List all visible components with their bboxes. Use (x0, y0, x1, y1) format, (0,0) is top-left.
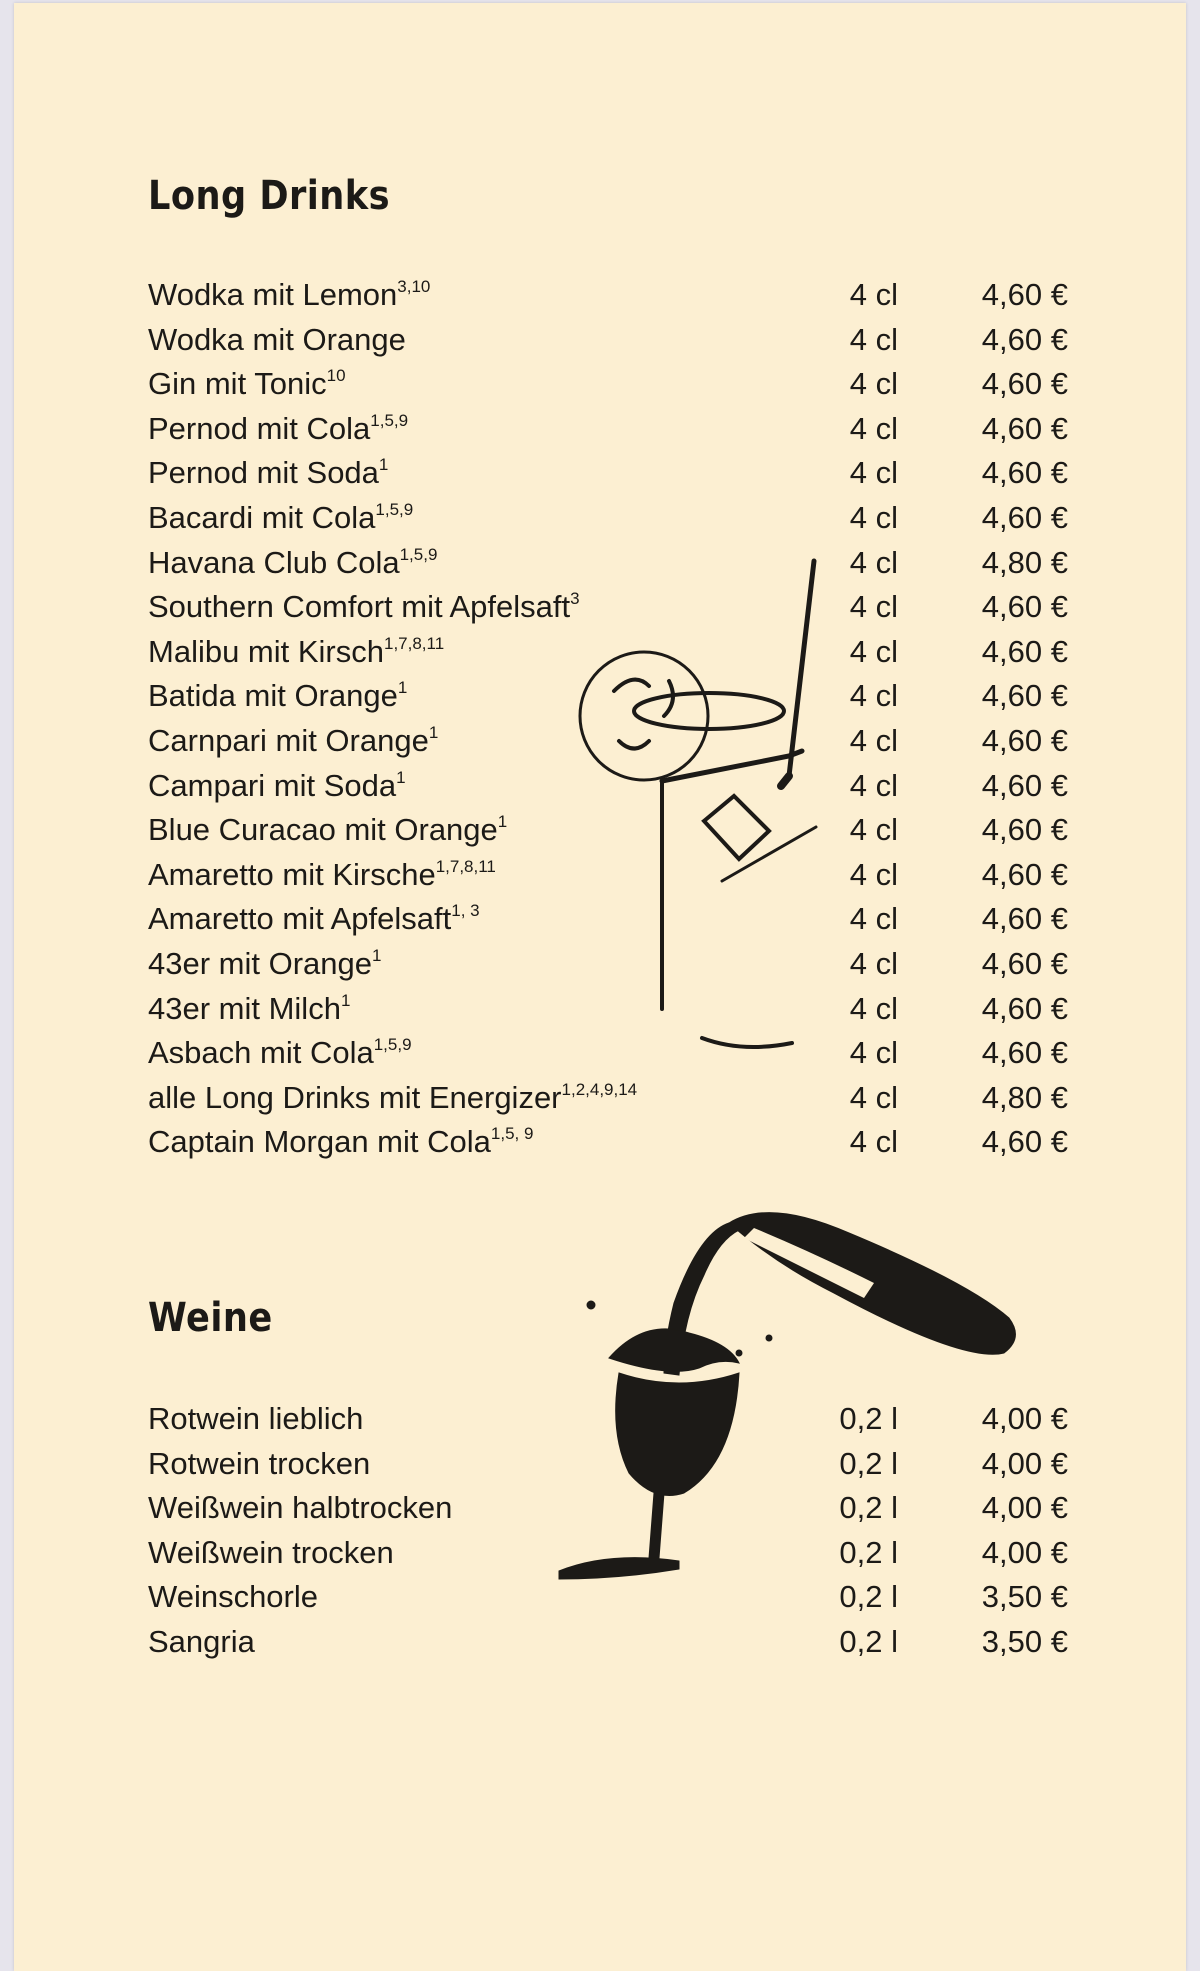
item-volume: 4 cl (849, 678, 898, 714)
item-name (148, 541, 437, 586)
item-name-text: Malibu mit Kirsch (148, 633, 384, 669)
allergen-footnotes: 1 (340, 990, 351, 1010)
item-price: 4,60 € (981, 321, 1068, 357)
item-price: 4,60 € (981, 767, 1068, 803)
item-name-text: 43er mit Orange (148, 945, 372, 981)
allergen-footnotes: 10 (326, 366, 346, 386)
item-price: 4,60 € (981, 589, 1068, 625)
item-name-text: Carnpari mit Orange (148, 722, 429, 758)
menu-item-row (148, 451, 1068, 496)
item-price: 4,80 € (981, 1079, 1068, 1115)
item-volume: 4 cl (849, 410, 898, 446)
section-title-long-drinks: Long Drinks (148, 173, 391, 219)
item-name (148, 1620, 255, 1665)
item-name (148, 987, 350, 1032)
item-volume: 4 cl (849, 1035, 898, 1071)
item-price: 4,60 € (981, 990, 1068, 1026)
allergen-footnotes: 1 (497, 812, 508, 832)
item-volume: 4 cl (849, 901, 898, 937)
item-name (148, 1531, 394, 1576)
item-name (148, 764, 406, 809)
allergen-footnotes: 1 (397, 678, 408, 698)
item-price: 4,60 € (981, 1124, 1068, 1160)
item-volume: 0,2 l (839, 1534, 898, 1570)
item-price: 4,60 € (981, 812, 1068, 848)
item-volume: 0,2 l (839, 1579, 898, 1615)
item-name-text: Weißwein halbtrocken (148, 1490, 453, 1526)
item-price: 4,00 € (981, 1534, 1068, 1570)
cocktail-glass-illustration (574, 551, 834, 1061)
item-price: 4,00 € (981, 1490, 1068, 1526)
item-volume: 4 cl (849, 633, 898, 669)
item-price: 4,60 € (981, 722, 1068, 758)
item-name-text: Captain Morgan mit Cola (148, 1124, 491, 1160)
item-name (148, 1442, 370, 1487)
item-volume: 0,2 l (839, 1623, 898, 1659)
item-volume: 0,2 l (839, 1490, 898, 1526)
menu-item-row (148, 407, 1068, 452)
item-name-text: Weinschorle (148, 1579, 319, 1615)
item-name (148, 1397, 363, 1442)
allergen-footnotes: 1, 3 (451, 901, 480, 921)
item-name (148, 318, 406, 363)
item-price: 4,60 € (981, 856, 1068, 892)
item-volume: 4 cl (849, 1124, 898, 1160)
allergen-footnotes: 1,2,4,9,14 (561, 1079, 638, 1099)
item-name (148, 942, 381, 987)
menu-item-row (148, 1076, 1068, 1121)
allergen-footnotes: 3,10 (397, 277, 431, 296)
item-volume: 4 cl (849, 812, 898, 848)
item-volume: 4 cl (849, 321, 898, 357)
item-name (148, 1486, 452, 1531)
allergen-footnotes: 1,5,9 (399, 544, 438, 564)
item-name-text: 43er mit Milch (148, 990, 341, 1026)
allergen-footnotes: 1 (396, 767, 406, 787)
item-name (148, 451, 388, 496)
item-name (148, 674, 407, 719)
item-price: 4,60 € (981, 410, 1068, 446)
item-name-text: Wodka mit Orange (148, 321, 406, 357)
item-name (148, 630, 444, 675)
item-price: 4,60 € (981, 277, 1068, 312)
item-name-text: Gin mit Tonic (148, 366, 327, 402)
item-name (148, 362, 346, 407)
item-volume: 4 cl (849, 366, 898, 402)
item-volume: 0,2 l (839, 1445, 898, 1481)
item-price: 4,00 € (981, 1445, 1068, 1481)
allergen-footnotes: 1,5, 9 (490, 1124, 534, 1144)
item-name (148, 808, 507, 853)
menu-item-row (148, 1620, 1068, 1665)
item-name-text: Batida mit Orange (148, 678, 398, 714)
allergen-footnotes: 1,5,9 (370, 410, 409, 430)
item-price: 4,60 € (981, 633, 1068, 669)
item-name-text: Amaretto mit Apfelsaft (148, 901, 452, 937)
allergen-footnotes: 3 (570, 589, 580, 609)
menu-item-row (148, 318, 1068, 363)
allergen-footnotes: 1,7,8,11 (435, 856, 496, 876)
item-name (148, 897, 480, 942)
item-volume: 4 cl (849, 277, 898, 312)
item-name (148, 719, 438, 764)
item-volume: 4 cl (849, 1079, 898, 1115)
item-name (148, 496, 413, 541)
item-name-text: Pernod mit Cola (148, 410, 371, 446)
item-name-text: Rotwein trocken (148, 1445, 371, 1481)
menu-page (14, 3, 1186, 1971)
allergen-footnotes: 1 (372, 945, 382, 965)
item-name-text: Campari mit Soda (148, 767, 397, 803)
item-price: 4,60 € (981, 901, 1068, 937)
item-name-text: Wodka mit Lemon (148, 277, 398, 312)
item-volume: 0,2 l (839, 1401, 898, 1436)
item-name (148, 407, 408, 452)
allergen-footnotes: 1 (378, 455, 389, 475)
item-name-text: Blue Curacao mit Orange (148, 812, 498, 848)
item-price: 4,60 € (981, 945, 1068, 981)
item-name-text: Havana Club Cola (148, 544, 400, 580)
item-name-text: Rotwein lieblich (148, 1401, 364, 1436)
item-name-text: Sangria (148, 1623, 255, 1659)
menu-item-row (148, 1120, 1068, 1165)
item-price: 3,50 € (981, 1579, 1068, 1615)
item-name (148, 273, 430, 318)
item-volume: 4 cl (849, 455, 898, 491)
menu-item-row (148, 496, 1068, 541)
wine-pour-illustration (549, 1193, 1019, 1603)
allergen-footnotes: 1 (428, 722, 439, 742)
item-price: 3,50 € (981, 1623, 1068, 1659)
item-volume: 4 cl (849, 499, 898, 535)
item-price: 4,60 € (981, 499, 1068, 535)
item-name (148, 1031, 412, 1076)
section-title-weine: Weine (148, 1295, 273, 1341)
item-volume: 4 cl (849, 990, 898, 1026)
item-name (148, 1076, 637, 1121)
item-volume: 4 cl (849, 945, 898, 981)
item-volume: 4 cl (849, 856, 898, 892)
item-name (148, 1120, 533, 1165)
item-price: 4,80 € (981, 544, 1068, 580)
item-price: 4,60 € (981, 455, 1068, 491)
item-name-text: Amaretto mit Kirsche (148, 856, 436, 892)
allergen-footnotes: 1,5,9 (375, 499, 414, 519)
item-name (148, 853, 496, 898)
item-name-text: Asbach mit Cola (148, 1035, 374, 1071)
item-name (148, 585, 580, 630)
menu-item-row (148, 362, 1068, 407)
allergen-footnotes: 1,7,8,11 (384, 633, 445, 653)
item-name-text: Southern Comfort mit Apfelsaft (148, 589, 571, 625)
allergen-footnotes: 1,5,9 (373, 1035, 412, 1055)
item-volume: 4 cl (849, 589, 898, 625)
item-price: 4,60 € (981, 678, 1068, 714)
item-volume: 4 cl (849, 722, 898, 758)
menu-item-row (148, 273, 1068, 318)
item-volume: 4 cl (849, 767, 898, 803)
item-name (148, 1575, 318, 1620)
item-name-text: Bacardi mit Cola (148, 499, 376, 535)
item-price: 4,60 € (981, 1035, 1068, 1071)
item-price: 4,00 € (981, 1401, 1068, 1436)
item-price: 4,60 € (981, 366, 1068, 402)
item-name-text: Weißwein trocken (148, 1534, 394, 1570)
item-name-text: Pernod mit Soda (148, 455, 379, 491)
item-name-text: alle Long Drinks mit Energizer (148, 1079, 562, 1115)
item-volume: 4 cl (849, 544, 898, 580)
